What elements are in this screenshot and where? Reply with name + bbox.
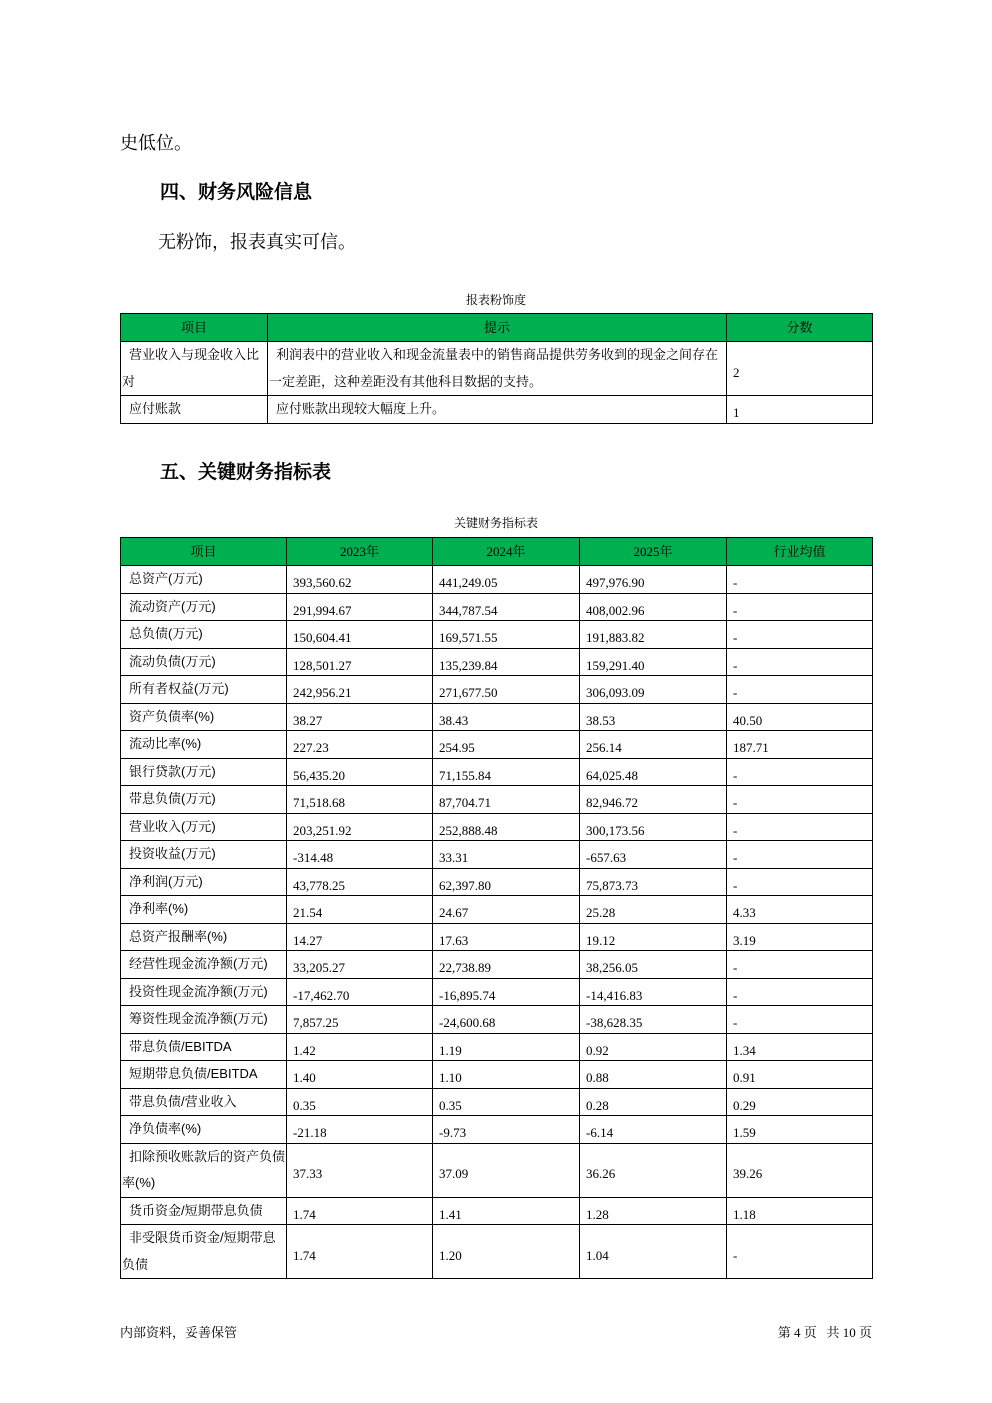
year-2024-cell: 17.63: [433, 923, 580, 951]
year-2025-cell: 19.12: [580, 923, 727, 951]
item-cell: 营业收入与现金收入比对: [121, 342, 268, 396]
column-header-year-2024: 2024年: [433, 538, 580, 566]
item-cell: 净负债率(%): [121, 1116, 287, 1144]
industry-average-cell: -: [727, 951, 873, 979]
year-2023-cell: 43,778.25: [287, 868, 433, 896]
table-row: [121, 593, 873, 621]
year-2024-cell: 135,239.84: [433, 648, 580, 676]
table-row: [121, 342, 873, 396]
industry-average-cell: -: [727, 593, 873, 621]
industry-average-cell: -: [727, 978, 873, 1006]
industry-average-cell: 40.50: [727, 703, 873, 731]
industry-average-cell: 39.26: [727, 1143, 873, 1197]
industry-average-cell: 4.33: [727, 896, 873, 924]
year-2023-cell: 1.74: [287, 1225, 433, 1279]
year-2025-cell: -38,628.35: [580, 1006, 727, 1034]
year-2024-cell: 38.43: [433, 703, 580, 731]
section-heading-key-indicators: 五、关键财务指标表: [160, 462, 332, 483]
table-row: [121, 813, 873, 841]
item-cell: 带息负债(万元): [121, 786, 287, 814]
item-cell: 投资收益(万元): [121, 841, 287, 869]
year-2023-cell: 7,857.25: [287, 1006, 433, 1034]
table-row: [121, 758, 873, 786]
table-row: [121, 896, 873, 924]
year-2025-cell: 1.28: [580, 1197, 727, 1225]
year-2024-cell: 24.67: [433, 896, 580, 924]
table-row: [121, 978, 873, 1006]
year-2023-cell: 71,518.68: [287, 786, 433, 814]
industry-average-cell: 187.71: [727, 731, 873, 759]
year-2024-cell: 37.09: [433, 1143, 580, 1197]
item-cell: 筹资性现金流净额(万元): [121, 1006, 287, 1034]
table-row: [121, 841, 873, 869]
year-2025-cell: 82,946.72: [580, 786, 727, 814]
item-cell: 资产负债率(%): [121, 703, 287, 731]
year-2025-cell: 300,173.56: [580, 813, 727, 841]
year-2025-cell: 191,883.82: [580, 621, 727, 649]
year-2023-cell: -314.48: [287, 841, 433, 869]
item-cell: 流动资产(万元): [121, 593, 287, 621]
table-row: [121, 868, 873, 896]
year-2024-cell: 71,155.84: [433, 758, 580, 786]
year-2025-cell: 1.04: [580, 1225, 727, 1279]
year-2025-cell: 159,291.40: [580, 648, 727, 676]
year-2023-cell: 14.27: [287, 923, 433, 951]
year-2025-cell: 64,025.48: [580, 758, 727, 786]
table-row: [121, 648, 873, 676]
year-2025-cell: 38.53: [580, 703, 727, 731]
year-2024-cell: 0.35: [433, 1088, 580, 1116]
year-2025-cell: 0.92: [580, 1033, 727, 1061]
item-cell: 流动负债(万元): [121, 648, 287, 676]
column-header-year-2023: 2023年: [287, 538, 433, 566]
table-row: [121, 1225, 873, 1279]
table-row: [121, 1033, 873, 1061]
table-row: [121, 1006, 873, 1034]
industry-average-cell: -: [727, 758, 873, 786]
year-2025-cell: 25.28: [580, 896, 727, 924]
year-2023-cell: 33,205.27: [287, 951, 433, 979]
year-2024-cell: -24,600.68: [433, 1006, 580, 1034]
item-cell: 非受限货币资金/短期带息负债: [121, 1225, 287, 1279]
header-row: [121, 538, 873, 566]
table-row: [121, 951, 873, 979]
year-2025-cell: 256.14: [580, 731, 727, 759]
year-2025-cell: -657.63: [580, 841, 727, 869]
item-cell: 净利率(%): [121, 896, 287, 924]
column-header-score: 分数: [727, 314, 873, 342]
year-2025-cell: 306,093.09: [580, 676, 727, 704]
table-row: [121, 923, 873, 951]
key-financial-indicators-table: [120, 537, 873, 1279]
item-cell: 扣除预收账款后的资产负债率(%): [121, 1143, 287, 1197]
industry-average-cell: 1.18: [727, 1197, 873, 1225]
column-header-industry-average: 行业均值: [727, 538, 873, 566]
report-whitewash-table: [120, 313, 873, 424]
item-cell: 银行贷款(万元): [121, 758, 287, 786]
item-cell: 投资性现金流净额(万元): [121, 978, 287, 1006]
industry-average-cell: 0.91: [727, 1061, 873, 1089]
item-cell: 流动比率(%): [121, 731, 287, 759]
hint-cell: 应付账款出现较大幅度上升。: [268, 396, 727, 424]
year-2024-cell: 1.41: [433, 1197, 580, 1225]
year-2024-cell: -16,895.74: [433, 978, 580, 1006]
financial-risk-paragraph: 无粉饰，报表真实可信。: [158, 232, 356, 252]
item-cell: 净利润(万元): [121, 868, 287, 896]
item-cell: 应付账款: [121, 396, 268, 424]
section-heading-financial-risk: 四、财务风险信息: [160, 182, 313, 203]
year-2024-cell: 1.20: [433, 1225, 580, 1279]
footer-confidential-note: 内部资料，妥善保管: [120, 1325, 238, 1340]
year-2025-cell: 0.88: [580, 1061, 727, 1089]
footer-page-number: 第 4 页 共 10 页: [777, 1325, 872, 1340]
year-2025-cell: -14,416.83: [580, 978, 727, 1006]
year-2024-cell: 1.19: [433, 1033, 580, 1061]
item-cell: 经营性现金流净额(万元): [121, 951, 287, 979]
item-cell: 带息负债/EBITDA: [121, 1033, 287, 1061]
industry-average-cell: -: [727, 813, 873, 841]
industry-average-cell: 3.19: [727, 923, 873, 951]
header-row: [121, 314, 873, 342]
year-2024-cell: 344,787.54: [433, 593, 580, 621]
industry-average-cell: 1.34: [727, 1033, 873, 1061]
item-cell: 营业收入(万元): [121, 813, 287, 841]
industry-average-cell: -: [727, 786, 873, 814]
industry-average-cell: 1.59: [727, 1116, 873, 1144]
industry-average-cell: 0.29: [727, 1088, 873, 1116]
column-header-item: 项目: [121, 538, 287, 566]
year-2023-cell: 1.74: [287, 1197, 433, 1225]
year-2023-cell: 1.40: [287, 1061, 433, 1089]
table-row: [121, 1116, 873, 1144]
table-row: [121, 1143, 873, 1197]
column-header-item: 项目: [121, 314, 268, 342]
industry-average-cell: -: [727, 648, 873, 676]
industry-average-cell: -: [727, 566, 873, 594]
year-2023-cell: 227.23: [287, 731, 433, 759]
item-cell: 带息负债/营业收入: [121, 1088, 287, 1116]
item-cell: 所有者权益(万元): [121, 676, 287, 704]
table-row: [121, 676, 873, 704]
year-2023-cell: 38.27: [287, 703, 433, 731]
year-2023-cell: 21.54: [287, 896, 433, 924]
industry-average-cell: -: [727, 621, 873, 649]
table-caption-key-indicators: 关键财务指标表: [453, 516, 538, 530]
year-2024-cell: 252,888.48: [433, 813, 580, 841]
year-2023-cell: 1.42: [287, 1033, 433, 1061]
table-row: [121, 1061, 873, 1089]
year-2023-cell: 150,604.41: [287, 621, 433, 649]
industry-average-cell: -: [727, 1225, 873, 1279]
year-2023-cell: -17,462.70: [287, 978, 433, 1006]
table-row: [121, 396, 873, 424]
table-row: [121, 786, 873, 814]
year-2025-cell: 0.28: [580, 1088, 727, 1116]
year-2024-cell: 169,571.55: [433, 621, 580, 649]
year-2023-cell: 291,994.67: [287, 593, 433, 621]
table-row: [121, 1088, 873, 1116]
industry-average-cell: -: [727, 1006, 873, 1034]
year-2024-cell: -9.73: [433, 1116, 580, 1144]
year-2025-cell: 75,873.73: [580, 868, 727, 896]
column-header-year-2025: 2025年: [580, 538, 727, 566]
year-2025-cell: 497,976.90: [580, 566, 727, 594]
score-cell: 2: [727, 342, 873, 396]
year-2023-cell: 37.33: [287, 1143, 433, 1197]
year-2025-cell: -6.14: [580, 1116, 727, 1144]
year-2023-cell: 0.35: [287, 1088, 433, 1116]
table-row: [121, 566, 873, 594]
year-2024-cell: 62,397.80: [433, 868, 580, 896]
year-2023-cell: 393,560.62: [287, 566, 433, 594]
item-cell: 总资产报酬率(%): [121, 923, 287, 951]
item-cell: 货币资金/短期带息负债: [121, 1197, 287, 1225]
industry-average-cell: -: [727, 841, 873, 869]
year-2023-cell: 242,956.21: [287, 676, 433, 704]
year-2024-cell: 254.95: [433, 731, 580, 759]
year-2025-cell: 38,256.05: [580, 951, 727, 979]
year-2024-cell: 1.10: [433, 1061, 580, 1089]
year-2025-cell: 36.26: [580, 1143, 727, 1197]
year-2024-cell: 441,249.05: [433, 566, 580, 594]
table-row: [121, 1197, 873, 1225]
year-2023-cell: 203,251.92: [287, 813, 433, 841]
year-2023-cell: 56,435.20: [287, 758, 433, 786]
table-caption-report-whitewash: 报表粉饰度: [465, 293, 526, 307]
table-row: [121, 621, 873, 649]
paragraph-continuation: 史低位。: [120, 133, 192, 153]
year-2023-cell: -21.18: [287, 1116, 433, 1144]
hint-cell: 利润表中的营业收入和现金流量表中的销售商品提供劳务收到的现金之间存在一定差距，这种差距没有其他科目数据的支持。: [268, 342, 727, 396]
item-cell: 总负债(万元): [121, 621, 287, 649]
industry-average-cell: -: [727, 676, 873, 704]
column-header-hint: 提示: [268, 314, 727, 342]
item-cell: 总资产(万元): [121, 566, 287, 594]
industry-average-cell: -: [727, 868, 873, 896]
year-2024-cell: 87,704.71: [433, 786, 580, 814]
table-row: [121, 731, 873, 759]
year-2024-cell: 22,738.89: [433, 951, 580, 979]
item-cell: 短期带息负债/EBITDA: [121, 1061, 287, 1089]
score-cell: 1: [727, 396, 873, 424]
year-2023-cell: 128,501.27: [287, 648, 433, 676]
year-2024-cell: 33.31: [433, 841, 580, 869]
year-2024-cell: 271,677.50: [433, 676, 580, 704]
table-row: [121, 703, 873, 731]
year-2025-cell: 408,002.96: [580, 593, 727, 621]
